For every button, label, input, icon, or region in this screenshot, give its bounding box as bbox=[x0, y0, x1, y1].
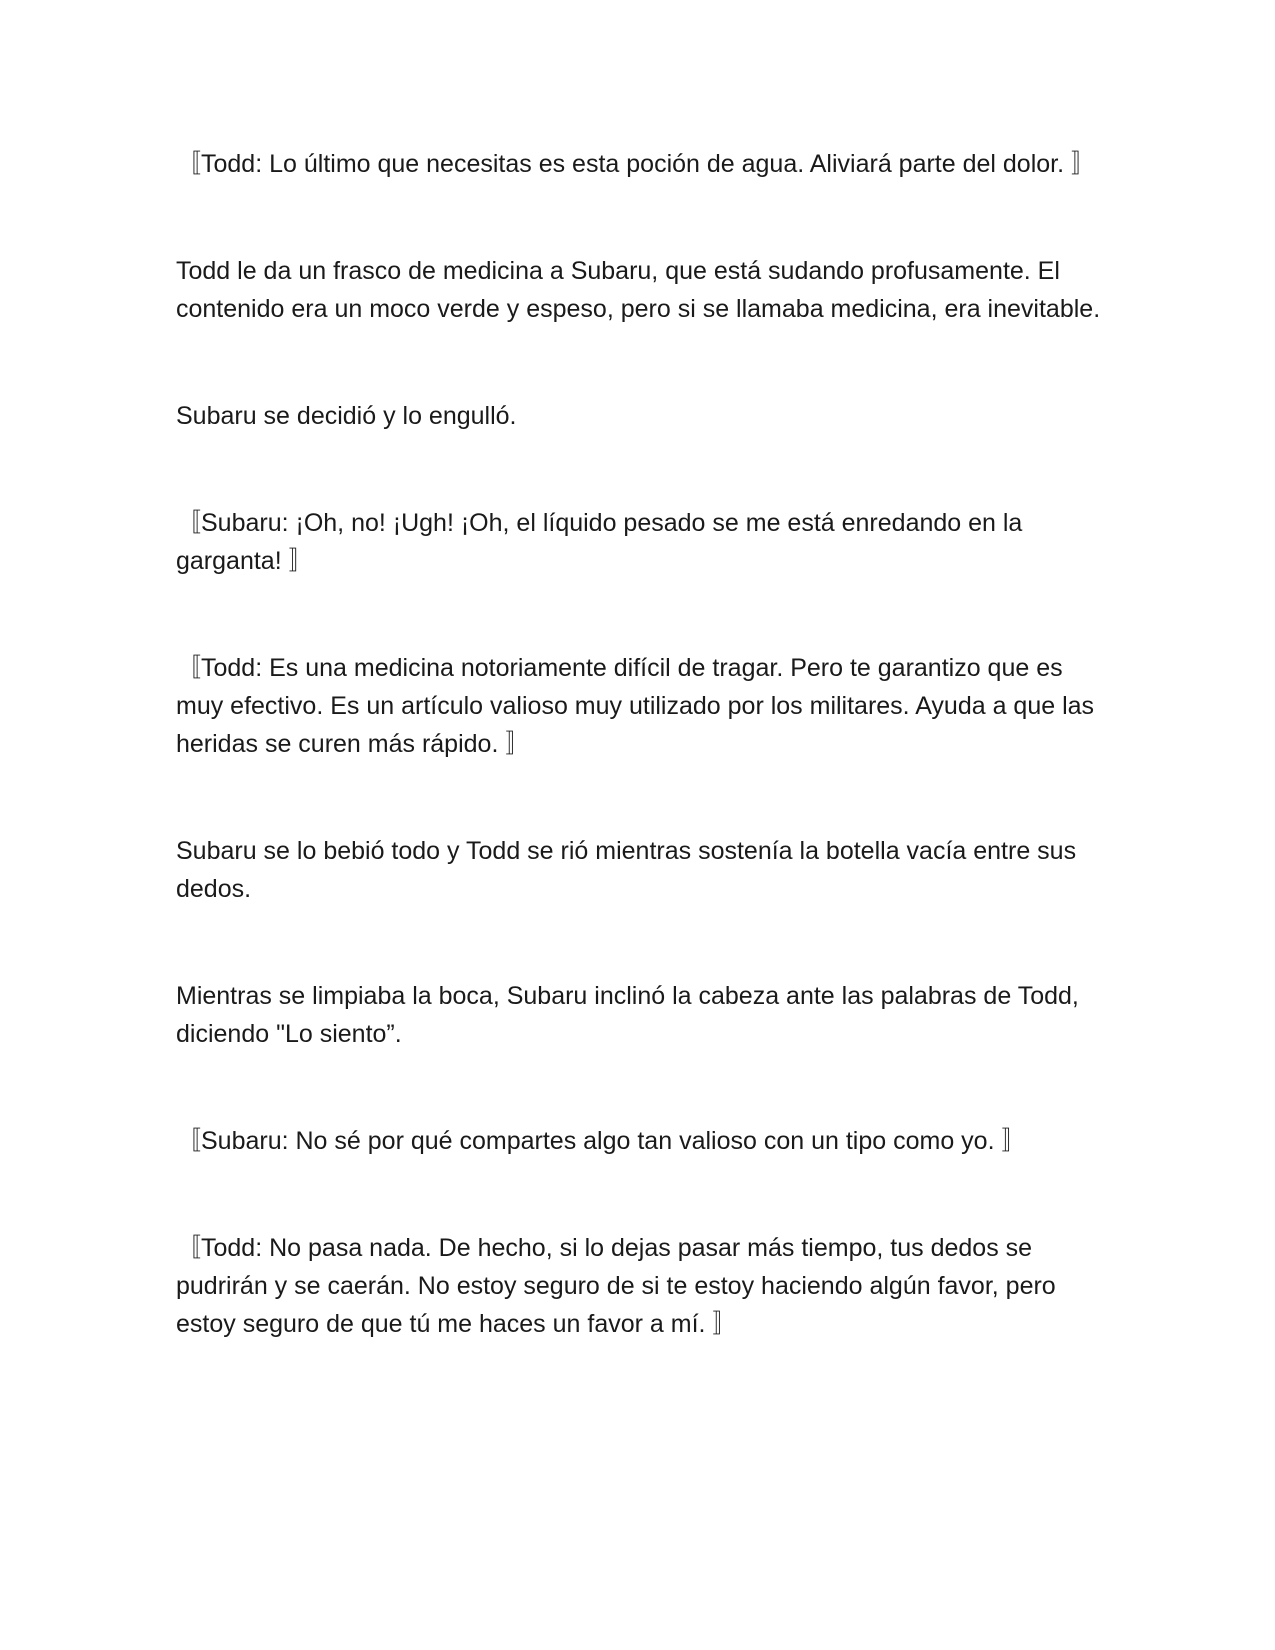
dialogue-paragraph: 〚Todd: Lo último que necesitas es esta poción de agua. Aliviará parte del dolor. 〛 bbox=[176, 150, 1097, 178]
narration-paragraph: Todd le da un frasco de medicina a Subaru, que está sudando profusamente. El contenido era un moco verde y espeso, pero si se llamaba medicina, era inevitable. bbox=[176, 257, 1101, 323]
narration-paragraph: Subaru se lo bebió todo y Todd se rió mientras sostenía la botella vacía entre sus dedos. bbox=[176, 837, 1077, 903]
narration-paragraph: Mientras se limpiaba la boca, Subaru inclinó la cabeza ante las palabras de Todd, diciendo "Lo siento”. bbox=[176, 982, 1079, 1048]
document-body bbox=[176, 145, 1106, 1412]
dialogue-paragraph: 〚Subaru: ¡Oh, no! ¡Ugh! ¡Oh, el líquido pesado se me está enredando en la garganta! 〛 bbox=[176, 509, 1023, 575]
dialogue-paragraph: 〚Subaru: No sé por qué compartes algo tan valioso con un tipo como yo. 〛 bbox=[176, 1127, 1027, 1155]
dialogue-paragraph: 〚Todd: Es una medicina notoriamente difícil de tragar. Pero te garantizo que es muy efectivo. Es un artículo valioso muy utilizado por los militares. Ayuda a que las heridas se curen más rápido. 〛 bbox=[176, 654, 1095, 758]
narration-paragraph: Subaru se decidió y lo engulló. bbox=[176, 402, 517, 430]
dialogue-paragraph: 〚Todd: No pasa nada. De hecho, si lo dejas pasar más tiempo, tus dedos se pudrirán y se caerán. No estoy seguro de si te estoy haciendo algún favor, pero estoy seguro de que tú me haces un favor a mí. 〛 bbox=[176, 1234, 1056, 1338]
